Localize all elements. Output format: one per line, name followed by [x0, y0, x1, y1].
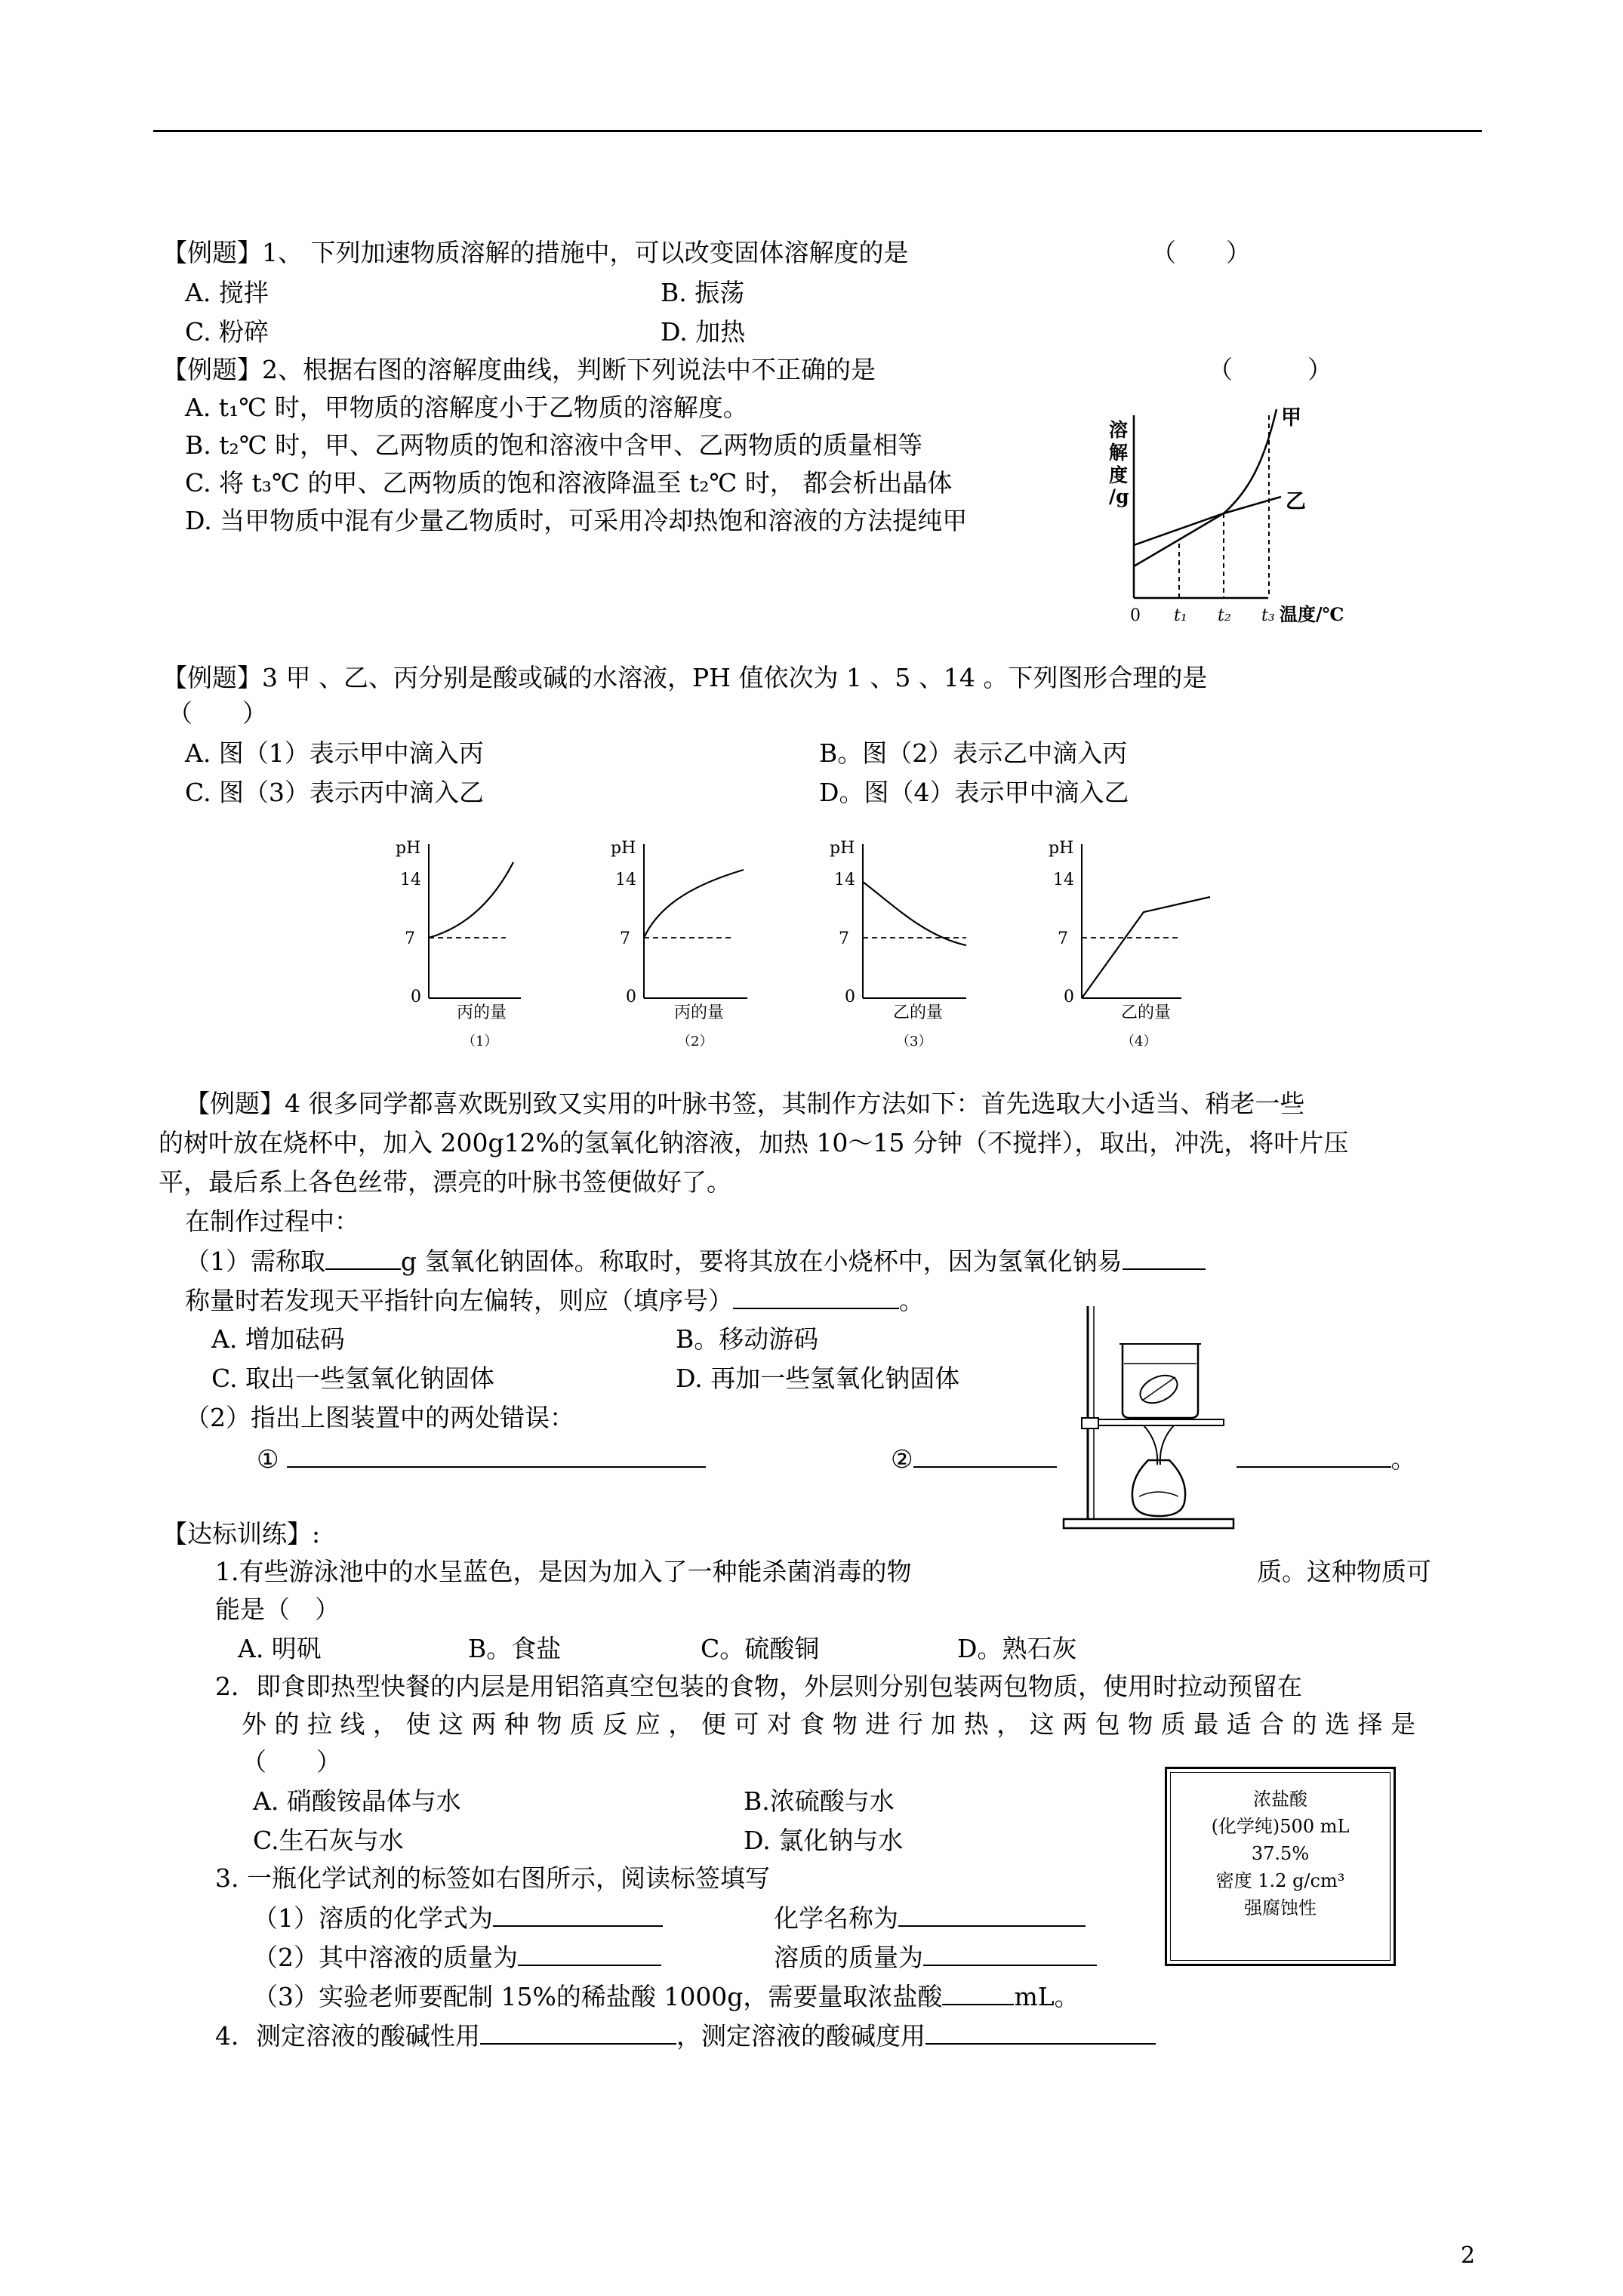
- q3-option-b: B。图（2）表示乙中滴入丙: [819, 738, 1128, 768]
- q3-option-d: D。图（4）表示甲中滴入乙: [819, 778, 1129, 807]
- ph1-y0: 0: [411, 988, 421, 1006]
- q4-intro: 在制作过程中：: [185, 1207, 359, 1236]
- ph4-y7: 7: [1058, 929, 1068, 948]
- ph1-caption: （1）: [462, 1034, 498, 1049]
- train-q2-line3: （ ）: [242, 1747, 341, 1777]
- ph1-y7: 7: [405, 929, 415, 948]
- sol-origin: 0: [1130, 606, 1141, 625]
- sol-ylabel-1: 溶: [1109, 419, 1129, 441]
- q2-option-c: C. 将 t₃℃ 的甲、乙两物质的饱和溶液降温至 t₂℃ 时， 都会析出晶体: [185, 468, 953, 498]
- q2-option-b: B. t₂℃ 时，甲、乙两物质的饱和溶液中含甲、乙两物质的质量相等: [185, 430, 923, 460]
- q1-option-a: A. 搅拌: [185, 278, 269, 307]
- q2-option-a: A. t₁℃ 时，甲物质的溶解度小于乙物质的溶解度。: [185, 393, 748, 422]
- ph-chart-1: [396, 839, 521, 1049]
- train-q2-option-c: C.生石灰与水: [253, 1826, 404, 1855]
- q1-option-c: C. 粉碎: [185, 317, 269, 347]
- volume-blank[interactable]: [942, 1981, 1014, 2005]
- ph1-y14: 14: [400, 871, 421, 889]
- train-q3-p3b: mL。: [1014, 1982, 1079, 2011]
- ph1-ylabel: pH: [396, 839, 421, 858]
- q4-p1b: g 氢氧化钠固体。称取时，要将其放在小烧杯中，因为氢氧化钠易: [401, 1247, 1123, 1276]
- ph4-caption: （4）: [1121, 1034, 1157, 1049]
- train-title: 【达标训练】:: [162, 1519, 321, 1549]
- ph2-xlabel: 丙的量: [674, 1003, 725, 1022]
- q1-paren: （ ）: [1151, 238, 1251, 267]
- ph-chart-3: [830, 839, 966, 1049]
- q4-mass-blank[interactable]: [325, 1246, 401, 1270]
- ph3-y7: 7: [839, 929, 849, 948]
- q4-error2-blank[interactable]: [913, 1444, 1057, 1468]
- q1-option-b: B. 振荡: [661, 278, 745, 307]
- reagent-hazard: 强腐蚀性: [1244, 1897, 1317, 1918]
- q4-part1-line1: [185, 1246, 1206, 1277]
- sol-tick-t1: t₁: [1174, 606, 1187, 625]
- q4-mark-1: ①: [257, 1444, 279, 1474]
- q4-mark-2: ②: [891, 1444, 913, 1474]
- solute-mass-blank[interactable]: [923, 1942, 1097, 1966]
- q4-option-d: D. 再加一些氢氧化钠固体: [676, 1364, 960, 1393]
- train-q1-option-d: D。熟石灰: [957, 1634, 1077, 1663]
- ph2-ylabel: pH: [611, 839, 636, 858]
- acidity-blank[interactable]: [480, 2020, 676, 2045]
- train-q3-p1a: （1）溶质的化学式为: [253, 1903, 493, 1933]
- q4-p1a: （1）需称取: [185, 1247, 325, 1276]
- train-q2-option-a: A. 硝酸铵晶体与水: [253, 1786, 461, 1816]
- ph4-curve: [1082, 897, 1210, 998]
- ph3-y0: 0: [845, 988, 855, 1006]
- ph2-y0: 0: [626, 988, 636, 1006]
- q1-option-d: D. 加热: [661, 317, 746, 347]
- train-q4: [215, 2020, 1156, 2051]
- train-q3-p2b: 溶质的质量为: [774, 1943, 923, 1972]
- stand-base: [1064, 1519, 1233, 1528]
- q4-error-1: [257, 1444, 706, 1475]
- q1-stem: 【例题】1、 下列加速物质溶解的措施中，可以改变固体溶解度的是: [162, 238, 909, 267]
- q4-option-a: A. 增加砝码: [211, 1324, 345, 1354]
- ph2-y7: 7: [620, 929, 630, 948]
- ph3-curve: [863, 882, 966, 945]
- flame: [1144, 1425, 1174, 1465]
- q4-option-c: C. 取出一些氢氧化钠固体: [211, 1364, 495, 1393]
- q3-option-c: C. 图（3）表示丙中滴入乙: [185, 778, 485, 807]
- page-number: 2: [1461, 2242, 1476, 2269]
- q4-error1-blank[interactable]: [287, 1444, 706, 1468]
- sol-ylabel-2: 解: [1109, 442, 1129, 464]
- ph2-curve: [644, 870, 744, 938]
- q4-p1c: 称量时若发现天平指针向左偏转，则应（填序号）: [185, 1286, 733, 1315]
- reagent-label: [1165, 1767, 1396, 1966]
- ph3-caption: （3）: [896, 1034, 932, 1049]
- ph4-xlabel: 乙的量: [1121, 1003, 1172, 1022]
- train-q1-line2: 能是（ ）: [215, 1595, 340, 1624]
- sol-curve-yi: [1134, 497, 1281, 545]
- ph-chart-2: [611, 839, 747, 1049]
- train-q3-line1: 3. 一瓶化学试剂的标签如右图所示，阅读标签填写: [215, 1863, 770, 1893]
- train-q1-line1: 1.有些游泳池中的水呈蓝色，是因为加入了一种能杀菌消毒的物: [215, 1557, 912, 1586]
- q4-end: 。: [1390, 1444, 1416, 1474]
- ph-value-blank[interactable]: [925, 2020, 1156, 2045]
- train-q2-option-b: B.浓硫酸与水: [744, 1786, 895, 1816]
- ph2-caption: （2）: [677, 1034, 713, 1049]
- q4-operation-blank[interactable]: [733, 1285, 899, 1309]
- q3-stem: 【例题】3 甲 、乙、丙分别是酸或碱的水溶液，PH 值依次为 1 、5 、14 。下列图形合理的是: [162, 663, 1208, 692]
- train-q3-p1b: 化学名称为: [774, 1903, 898, 1933]
- q2-stem: 【例题】2、根据右图的溶解度曲线，判断下列说法中不正确的是: [162, 355, 876, 384]
- reagent-grade: (化学纯)500 mL: [1211, 1816, 1350, 1837]
- ph4-y0: 0: [1064, 988, 1074, 1006]
- chemical-name-blank[interactable]: [898, 1903, 1086, 1927]
- train-q4-b: ，测定溶液的酸碱度用: [676, 2021, 925, 2051]
- sol-series-yi: 乙: [1286, 490, 1306, 513]
- train-q3-part2b: [774, 1942, 1097, 1973]
- ph1-curve: [429, 862, 513, 938]
- ph3-y14: 14: [834, 871, 855, 889]
- ph-charts: [393, 831, 1276, 1057]
- ph4-y14: 14: [1053, 871, 1074, 889]
- train-q1-line1b: 质。这种物质可: [1257, 1557, 1431, 1586]
- train-q1-option-b: B。食盐: [468, 1634, 562, 1663]
- ph-chart-4: [1049, 839, 1210, 1049]
- heating-apparatus-diagram: [1061, 1299, 1238, 1533]
- train-q4-a: 4．测定溶液的酸碱性用: [215, 2021, 480, 2051]
- q2-option-d: D. 当甲物质中混有少量乙物质时，可采用冷却热饱和溶液的方法提纯甲: [185, 506, 968, 535]
- q2-paren: （ ）: [1208, 355, 1332, 384]
- q4-p1d: 。: [899, 1286, 924, 1315]
- q4-part2: （2）指出上图装置中的两处错误：: [185, 1403, 574, 1432]
- q4-property-blank[interactable]: [1123, 1246, 1206, 1270]
- sol-xlabel: 温度/℃: [1280, 603, 1344, 625]
- q4-error3-blank[interactable]: [1236, 1444, 1391, 1468]
- q3-paren: （ ）: [168, 698, 267, 728]
- train-q1-option-a: A. 明矾: [238, 1634, 322, 1663]
- beaker: [1123, 1344, 1198, 1418]
- iron-ring: [1088, 1419, 1224, 1425]
- q4-part1-line2: [185, 1285, 924, 1316]
- q4-line1: 【例题】4 很多同学都喜欢既别致又实用的叶脉书签，其制作方法如下：首先选取大小适当、稍老一些: [185, 1089, 1305, 1118]
- reagent-density: 密度 1.2 g/cm³: [1215, 1870, 1345, 1891]
- solution-mass-blank[interactable]: [518, 1942, 661, 1966]
- header-rule: [153, 130, 1482, 132]
- sol-tick-t2: t₂: [1218, 606, 1231, 625]
- ph4-ylabel: pH: [1049, 839, 1074, 858]
- ph3-xlabel: 乙的量: [893, 1003, 944, 1022]
- ph1-xlabel: 丙的量: [457, 1003, 507, 1022]
- sol-series-jia: 甲: [1281, 406, 1301, 430]
- alcohol-lamp: [1132, 1460, 1185, 1516]
- train-q3-p3a: （3）实验老师要配制 15%的稀盐酸 1000g，需要量取浓盐酸: [253, 1982, 943, 2011]
- clamp: [1082, 1418, 1098, 1428]
- train-q3-part2: [253, 1942, 661, 1973]
- sol-ylabel-3: 度: [1109, 464, 1129, 486]
- q4-option-b: B。移动游码: [676, 1324, 819, 1354]
- train-q3-part3: [253, 1981, 1079, 2012]
- ph3-ylabel: pH: [830, 839, 855, 858]
- sol-ylabel-4: /g: [1109, 485, 1129, 507]
- reagent-name: 浓盐酸: [1253, 1789, 1307, 1810]
- formula-blank[interactable]: [493, 1903, 663, 1927]
- solubility-curve-chart: [1098, 400, 1344, 634]
- train-q2-line1: 2．即食即热型快餐的内层是用铝箔真空包装的食物，外层则分别包装两包物质，使用时拉动预留在: [215, 1672, 1302, 1701]
- q4-line3: 平，最后系上各色丝带，漂亮的叶脉书签便做好了。: [159, 1167, 731, 1197]
- train-q2-line2: 外 的 拉 线 ， 使 这 两 种 物 质 反 应 ， 便 可 对 食 物 进 行 加 热 ， 这 两 包 物 质 最 适 合 的 选 择 是: [242, 1709, 1416, 1739]
- reagent-concentration: 37.5%: [1251, 1843, 1310, 1864]
- train-q3-part1: [253, 1903, 663, 1934]
- train-q1-option-c: C。硫酸铜: [701, 1634, 820, 1663]
- ph2-y14: 14: [615, 871, 636, 889]
- q4-line2: 的树叶放在烧杯中，加入 200g12%的氢氧化钠溶液，加热 10～15 分钟（不搅拌），取出，冲洗，将叶片压: [159, 1128, 1349, 1157]
- q3-option-a: A. 图（1）表示甲中滴入丙: [185, 738, 484, 768]
- sol-tick-t3: t₃: [1261, 606, 1275, 625]
- sol-curve-jia: [1134, 409, 1277, 566]
- train-q3-p2a: （2）其中溶液的质量为: [253, 1943, 518, 1972]
- train-q2-option-d: D. 氯化钠与水: [744, 1826, 904, 1855]
- train-q3-part1b: [774, 1903, 1086, 1934]
